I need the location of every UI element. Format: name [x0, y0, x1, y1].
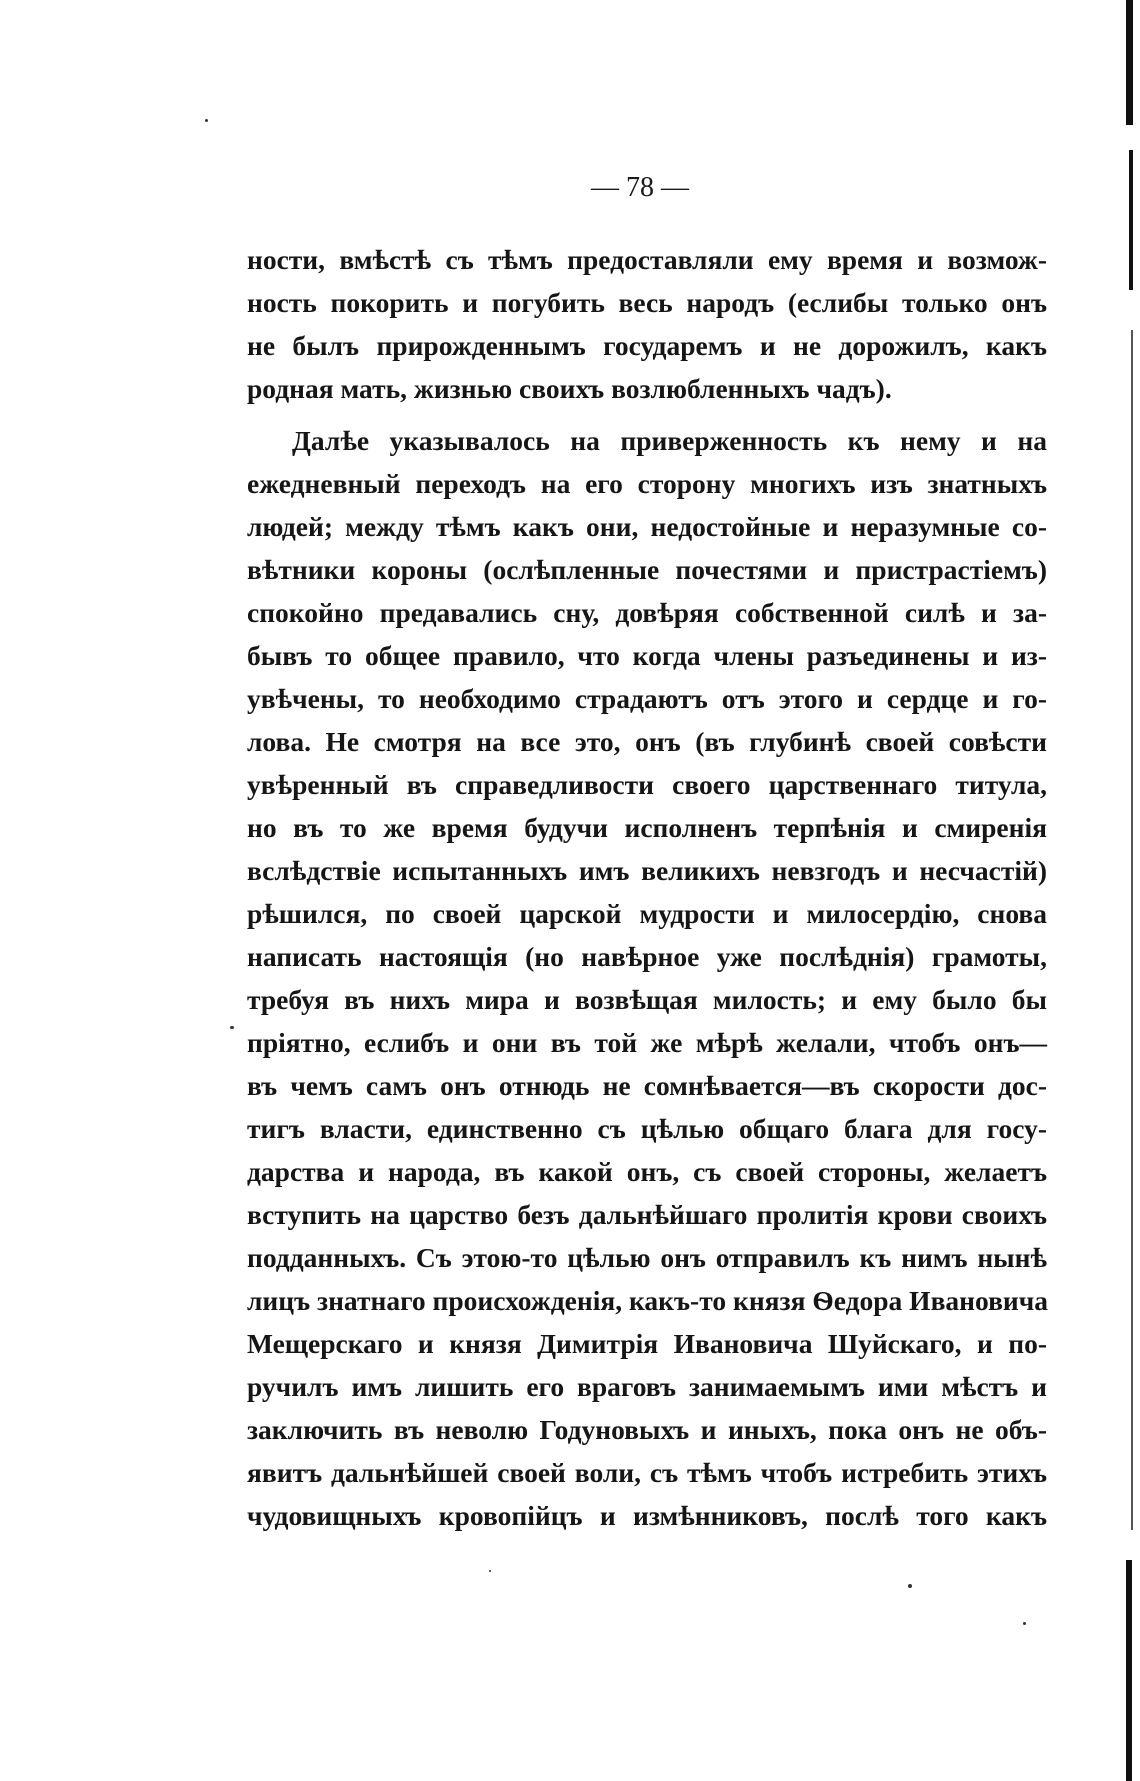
text-line: ность покорить и погубить весь народъ (еслибы только онъ — [247, 287, 1047, 318]
text-line: увѣчены, то необходимо страдаютъ отъ этого и сердце и го- — [247, 683, 1047, 714]
text-line: написать настоящія (но навѣрное уже послѣднія) грамоты, — [247, 941, 1047, 972]
text-line: не былъ прирожденнымъ государемъ и не дорожилъ, какъ — [247, 330, 1047, 361]
text-line: рѣшился, по своей царской мудрости и милосердію, снова — [247, 898, 1047, 929]
text-line: ежедневный переходъ на его сторону многихъ изъ знатныхъ — [247, 468, 1047, 499]
page-number: — 78 — — [591, 172, 689, 203]
text-line: но въ то же время будучи исполненъ терпѣнія и смиренія — [247, 812, 1047, 843]
text-line: Мещерскаго и князя Димитрія Ивановича Шуйскаго, и по- — [247, 1328, 1047, 1359]
text-line: вступить на царство безъ дальнѣйшаго пролитія крови своихъ — [247, 1199, 1047, 1230]
scan-edge-middle — [1131, 330, 1133, 1530]
text-line: Далѣе указывалось на приверженность къ нему и на — [292, 425, 1047, 456]
text-line: заключить въ неволю Годуновыхъ и иныхъ, пока онъ не объ- — [247, 1414, 1047, 1445]
scan-edge-bottom — [1126, 1560, 1132, 1781]
text-line: въ чемъ самъ онъ отнюдь не сомнѣвается—въ скорости дос- — [247, 1070, 1047, 1101]
scan-speck — [230, 1026, 234, 1029]
text-line: лицъ знатнаго происхожденія, какъ-то князя Ѳедора Ивановича — [247, 1285, 1049, 1316]
scan-speck — [489, 1570, 491, 1572]
body-text — [247, 238, 1047, 1537]
scan-speck — [1023, 1622, 1026, 1625]
text-line: спокойно предавались сну, довѣряя собственной силѣ и за- — [247, 597, 1047, 628]
scan-edge-top — [1126, 0, 1133, 125]
text-line: подданныхъ. Съ этою-то цѣлью онъ отправилъ къ нимъ нынѣ — [247, 1242, 1047, 1273]
text-line: вслѣдствіе испытанныхъ имъ великихъ невзгодъ и несчастій) — [247, 855, 1047, 886]
text-line: тигъ власти, единственно съ цѣлью общаго блага для госу- — [247, 1113, 1047, 1144]
text-line: родная мать, жизнью своихъ возлюбленныхъ чадъ). — [247, 373, 892, 404]
text-line: бывъ то общее правило, что когда члены разъединены и из- — [247, 640, 1047, 671]
scan-speck — [908, 1584, 912, 1588]
text-line: ности, вмѣстѣ съ тѣмъ предоставляли ему время и возмож- — [247, 244, 1047, 275]
text-line: явитъ дальнѣйшей своей воли, съ тѣмъ чтобъ истребить этихъ — [247, 1457, 1047, 1488]
text-line: требуя въ нихъ мира и возвѣщая милость; и ему было бы — [247, 984, 1047, 1015]
text-line: ручилъ имъ лишить его враговъ занимаемымъ ими мѣстъ и — [247, 1371, 1047, 1402]
text-line: вѣтники короны (ослѣпленные почестями и пристрастіемъ) — [247, 554, 1047, 585]
text-line: пріятно, еслибъ и они въ той же мѣрѣ желали, чтобъ онъ— — [247, 1027, 1047, 1058]
scan-edge-upper — [1129, 150, 1133, 290]
text-line: лова. Не смотря на все это, онъ (въ глубинѣ своей совѣсти — [247, 726, 1047, 757]
paragraph-1 — [247, 238, 1047, 410]
scan-speck — [205, 119, 208, 122]
text-line: чудовищныхъ кровопійцъ и измѣнниковъ, послѣ того какъ — [247, 1500, 1047, 1531]
paragraph-2 — [247, 419, 1047, 1537]
text-line: увѣренный въ справедливости своего царственнаго титула, — [247, 769, 1047, 800]
text-line: людей; между тѣмъ какъ они, недостойные и неразумные со- — [247, 511, 1047, 542]
text-line: дарства и народа, въ какой онъ, съ своей стороны, желаетъ — [247, 1156, 1047, 1187]
